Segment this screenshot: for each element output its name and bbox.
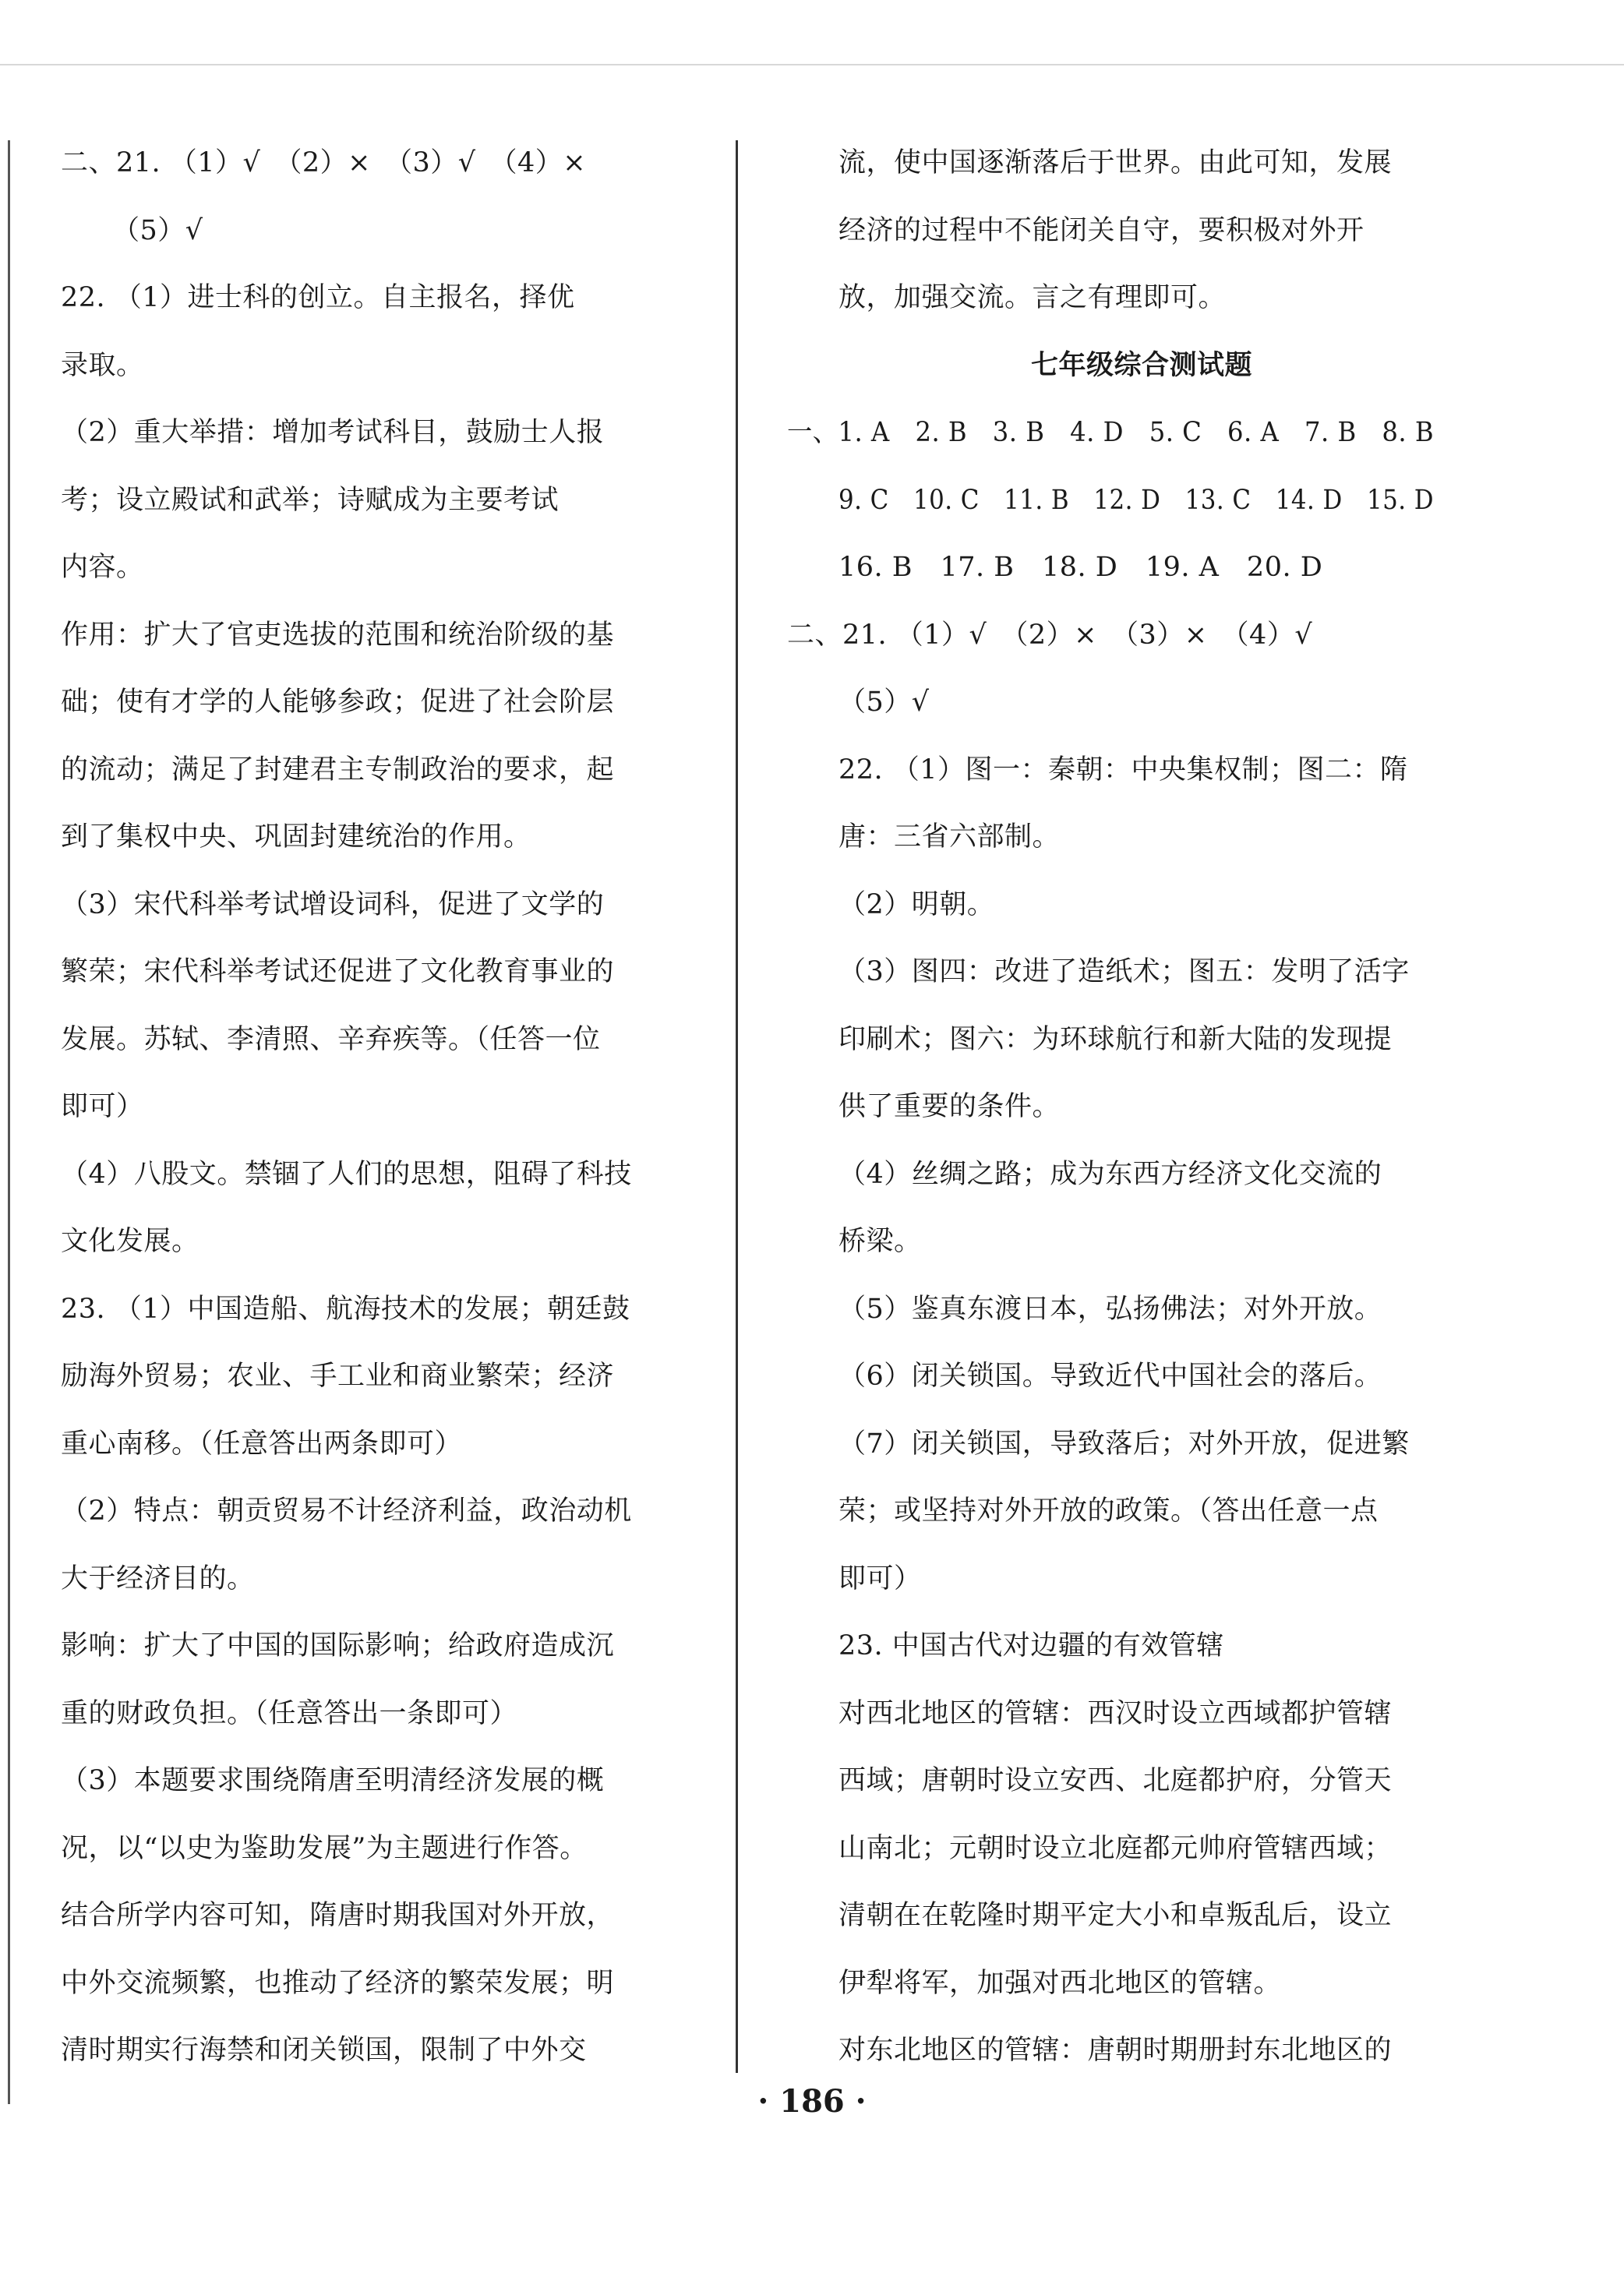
answer-line: 即可） [838,1562,922,1594]
answer-line: 荣；或坚持对外开放的政策。（答出任意一点 [838,1495,1379,1527]
answer-line: 23. 中国古代对边疆的有效管辖 [838,1630,1224,1661]
answer-line: 到了集权中央、巩固封建统治的作用。 [61,821,531,853]
answer-line: 励海外贸易；农业、手工业和商业繁荣；经济 [61,1361,615,1392]
answer-line: （3）图四：改进了造纸术；图五：发明了活字 [838,956,1410,987]
answer-line: 西域；唐朝时设立安西、北庭都护府，分管天 [838,1765,1393,1796]
answer-line: 经济的过程中不能闭关自守，要积极对外开 [838,214,1365,246]
answer-line: 清朝在在乾隆时期平定大小和卓叛乱后，设立 [838,1900,1393,1931]
answer-line: （5）√ [838,687,930,718]
answer-line: 内容。 [61,552,144,583]
section-title: 七年级综合测试题 [1030,348,1252,381]
answer-line: 础；使有才学的人能够参政；促进了社会阶层 [61,687,615,718]
top-rule [0,64,1624,65]
answer-line: （4）八股文。禁锢了人们的思想，阻碍了科技 [61,1158,632,1190]
answer-line: 繁荣；宋代科举考试还促进了文化教育事业的 [61,956,615,987]
right-column [787,129,1434,2085]
answer-line: 的流动；满足了封建君主专制政治的要求，起 [61,754,615,786]
page-number: · 186 · [757,2083,867,2120]
left-column [61,129,700,2085]
answer-line: （3）宋代科举考试增设词科，促进了文学的 [61,888,605,920]
answer-line: 结合所学内容可知，隋唐时期我国对外开放， [61,1900,615,1931]
answer-line: （2）特点：朝贡贸易不计经济利益，政治动机 [61,1495,632,1527]
answer-line: 大于经济目的。 [61,1562,255,1594]
answer-line: 二、21. （1）√ （2）× （3）× （4）√ [787,619,1313,651]
answer-line: 22. （1）进士科的创立。自主报名，择优 [61,282,575,313]
answer-line: 二、21. （1）√ （2）× （3）√ （4）× [61,147,587,178]
answer-line: （5）鉴真东渡日本，弘扬佛法；对外开放。 [838,1293,1382,1325]
answer-line: 一、1. A 2. B 3. B 4. D 5. C 6. A 7. B 8. B [787,417,1435,448]
answer-line: 山南北；元朝时设立北庭都元帅府管辖西域； [838,1832,1393,1864]
answer-line: 清时期实行海禁和闭关锁国，限制了中外交 [61,2035,587,2066]
answer-line: （2）重大举措：增加考试科目，鼓励士人报 [61,417,605,448]
answer-line: 重心南移。（任意答出两条即可） [61,1428,463,1460]
answer-line: 重的财政负担。（任意答出一条即可） [61,1697,518,1729]
answer-line: （7）闭关锁国，导致落后；对外开放，促进繁 [838,1428,1410,1460]
answer-line: 22. （1）图一：秦朝：中央集权制；图二：隋 [838,754,1408,786]
answer-line: 文化发展。 [61,1226,199,1257]
left-margin-rule [8,140,10,2104]
answer-line: 作用：扩大了官吏选拔的范围和统治阶级的基 [61,619,615,651]
answer-line: 流，使中国逐渐落后于世界。由此可知，发展 [838,147,1393,178]
answer-line: 9. C 10. C 11. B 12. D 13. C 14. D 15. D [838,484,1434,516]
answer-line: 放，加强交流。言之有理即可。 [838,282,1227,313]
answer-line: 发展。苏轼、李清照、辛弃疾等。（任答一位 [61,1023,601,1055]
answer-line: （4）丝绸之路；成为东西方经济文化交流的 [838,1158,1382,1190]
answer-line: 录取。 [61,349,144,381]
answer-line: 印刷术；图六：为环球航行和新大陆的发现提 [838,1023,1393,1055]
answer-line: 对东北地区的管辖：唐朝时期册封东北地区的 [838,2035,1393,2066]
answer-line: 桥梁。 [838,1226,922,1257]
answer-line: 即可） [61,1091,144,1122]
answer-line: 对西北地区的管辖：西汉时设立西域都护管辖 [838,1697,1393,1729]
answer-line: （2）明朝。 [838,888,995,920]
answer-line: 伊犁将军，加强对西北地区的管辖。 [838,1967,1282,1999]
answer-line: 唐：三省六部制。 [838,821,1061,853]
answer-line: 中外交流频繁，也推动了经济的繁荣发展；明 [61,1967,615,1999]
answer-line: （5）√ [112,214,203,246]
answer-line: 供了重要的条件。 [838,1091,1061,1122]
column-divider [736,140,738,2073]
answer-line: （3）本题要求围绕隋唐至明清经济发展的概 [61,1765,605,1796]
answer-line: 况，以“以史为鉴助发展”为主题进行作答。 [61,1832,588,1864]
answer-line: 影响：扩大了中国的国际影响；给政府造成沉 [61,1630,615,1661]
answer-line: 考；设立殿试和武举；诗赋成为主要考试 [61,484,560,516]
answer-line: （6）闭关锁国。导致近代中国社会的落后。 [838,1361,1382,1392]
answer-line: 23. （1）中国造船、航海技术的发展；朝廷鼓 [61,1293,630,1325]
answer-line: 16. B 17. B 18. D 19. A 20. D [838,552,1323,583]
